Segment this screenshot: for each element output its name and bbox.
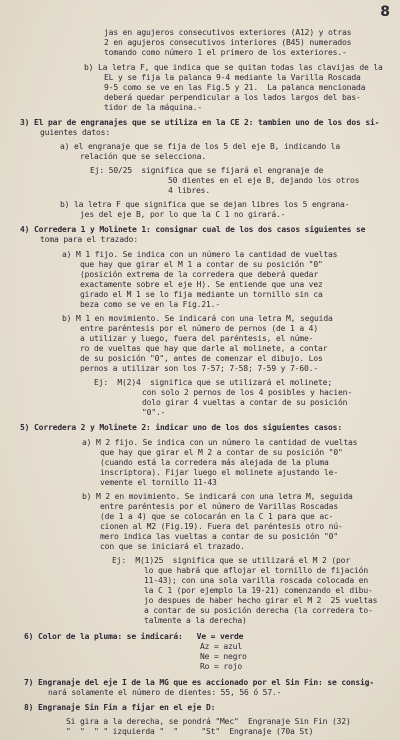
text-line: con que se iniciará el trazado. [100, 542, 245, 551]
text-line: que hay que girar el M 2 a contar de su posición "0" [100, 448, 343, 457]
text-line: talmente a la derecha) [144, 616, 247, 625]
text-line: jas en agujeros consecutivos exteriores (A12) y otras [104, 28, 352, 37]
text-line: EL y se fija la palanca 9-4 mediante la Varilla Roscada [104, 73, 361, 82]
text-line: b) la letra F que significa que se dejan libres los 5 engrana- [60, 200, 350, 209]
text-line: exactamente sobre el eje H). Se entiende que una vez [80, 280, 323, 289]
section-heading-line: 4) Corredera 1 y Molinete 1: consignar cual de los dos casos siguientes se [20, 225, 366, 234]
text-line: deberá quedar perpendicular a los lados largos del bas- [104, 93, 361, 102]
section-heading-line: 7) Engranaje del eje I de la MG que es accionado por el Sin Fin: se consig- [24, 678, 374, 687]
text-line: 9-5 como se ve en las Fig.5 y 21. La palanca mencionada [104, 83, 366, 92]
text-line: pernos a utilizar son los 7-57; 7-58; 7-59 y 7-60.- [80, 364, 318, 373]
text-line: guientes datos: [40, 128, 110, 137]
text-line: b) La letra F, que indica que se quitan todas las clavijas de la [84, 63, 383, 72]
page-number: 8 [380, 4, 390, 20]
text-line: nará solamente el número de dientes: 55, 56 ó 57.- [48, 688, 282, 697]
text-line: jo despues de haber hecho girar el M 2 25 vueltas [144, 596, 378, 605]
text-line: tidor de la máquina.- [104, 103, 202, 112]
section-heading-line: 3) El par de engranajes que se utiliza en la CE 2: tambien uno de los dos si- [20, 118, 380, 127]
text-line: Ne = negro [200, 652, 247, 661]
text-line: b) M 2 en movimiento. Se indicará con una letra M, seguida [82, 492, 353, 501]
text-line: a) M 2 fijo. Se indica con un número la cantidad de vueltas [82, 438, 358, 447]
text-line: (cuando está la corredera más alejada de la pluma [100, 458, 329, 467]
text-line: 4 libres. [168, 186, 210, 195]
text-line: relación que se selecciona. [80, 152, 206, 161]
text-line: 2 en agujeros consecutivos interiores (B45) numerados [104, 38, 352, 47]
text-line: mero indica las vueltas a contar de su posición "0" [100, 532, 338, 541]
section-heading-line: 6) Color de la pluma: se indicará: Ve = verde [24, 632, 244, 641]
text-line: a) M 1 fijo. Se indica con un número la cantidad de vueltas [62, 250, 338, 259]
text-line: b) M 1 en movimiento. Se indicará con una letra M, seguida [62, 314, 333, 323]
text-line: a utilizar y luego, fuera del paréntesis, el núme- [80, 334, 314, 343]
text-line: que hay que girar el M 1 a contar de su posición "0" [80, 260, 323, 269]
text-line: cionen al M2 (Fig.19). Fuera del paréntesis otro nú- [100, 522, 343, 531]
section-heading-line: 8) Engranaje Sin Fin a fijar en el eje D: [24, 703, 216, 712]
text-line: (de 1 a 4) que se colocarán en la C 1 para que ac- [100, 512, 334, 521]
text-line: 11-43); con una sola varilla roscada colocada en [144, 576, 368, 585]
text-line: de su posición "0", antes de comenzar el dibujo. Los [80, 354, 323, 363]
text-line: girado el M 1 se lo fija mediante un tornillo sin ca [80, 290, 323, 299]
text-line: la C 1 (por ejemplo la 19-21) comenzando el dibu- [144, 586, 373, 595]
text-line: a) el engranaje que se fija de los 5 del eje B, indicando la [60, 142, 340, 151]
text-line: dolo girar 4 vueltas a contar de su posición [142, 398, 348, 407]
text-line: entre paréntesis por el número de Varillas Roscadas [100, 502, 338, 511]
text-line: Az = azul [200, 642, 242, 651]
text-line: lo que habrá que aflojar el tornillo de fijación [144, 566, 368, 575]
text-line: con solo 2 pernos de los 4 posibles y hacien- [142, 388, 352, 397]
text-line: (posición extrema de la corredera que deberá quedar [80, 270, 318, 279]
text-line: Ro = rojo [200, 662, 242, 671]
text-line: " " " " izquierda " " "St" Engranaje (70a St) [66, 727, 314, 736]
text-line: Ej: 50/25 significa que se fijará el engranaje de [90, 166, 324, 175]
text-line: jes del eje B, por lo que la C 1 no girará.- [80, 210, 286, 219]
text-line: inscriptora). Fijar luego el molinete ajustando le- [100, 468, 338, 477]
section-heading-line: 5) Corredera 2 y Molinete 2: indicar uno de los dos siguientes casos: [20, 423, 342, 432]
text-line: Ej: M(2)4 significa que se utilizará el molinete; [94, 378, 332, 387]
text-line: Ej: M(1)25 significa que se utilizará el M 2 (por [112, 556, 350, 565]
text-line: 50 dientes en el eje B, dejando los otros [168, 176, 360, 185]
text-line: vemente el tornillo 11-43 [100, 478, 217, 487]
text-line: a contar de su posición derecha (la corredera to- [144, 606, 373, 615]
text-line: Si gira a la derecha, se pondrá "Mec" Engranaje Sin Fin (32) [66, 717, 351, 726]
text-line: entre paréntesis por el número de pernos (de 1 a 4) [80, 324, 318, 333]
text-line: ro de vueltas que hay que darle al molinete, a contar [80, 344, 328, 353]
text-line: "0".- [142, 408, 166, 417]
text-line: beza como se ve en la Fig.21.- [80, 300, 220, 309]
text-line: toma para el trazado: [40, 235, 138, 244]
text-line: tomando como número 1 el primero de los exteriores.- [104, 48, 347, 57]
